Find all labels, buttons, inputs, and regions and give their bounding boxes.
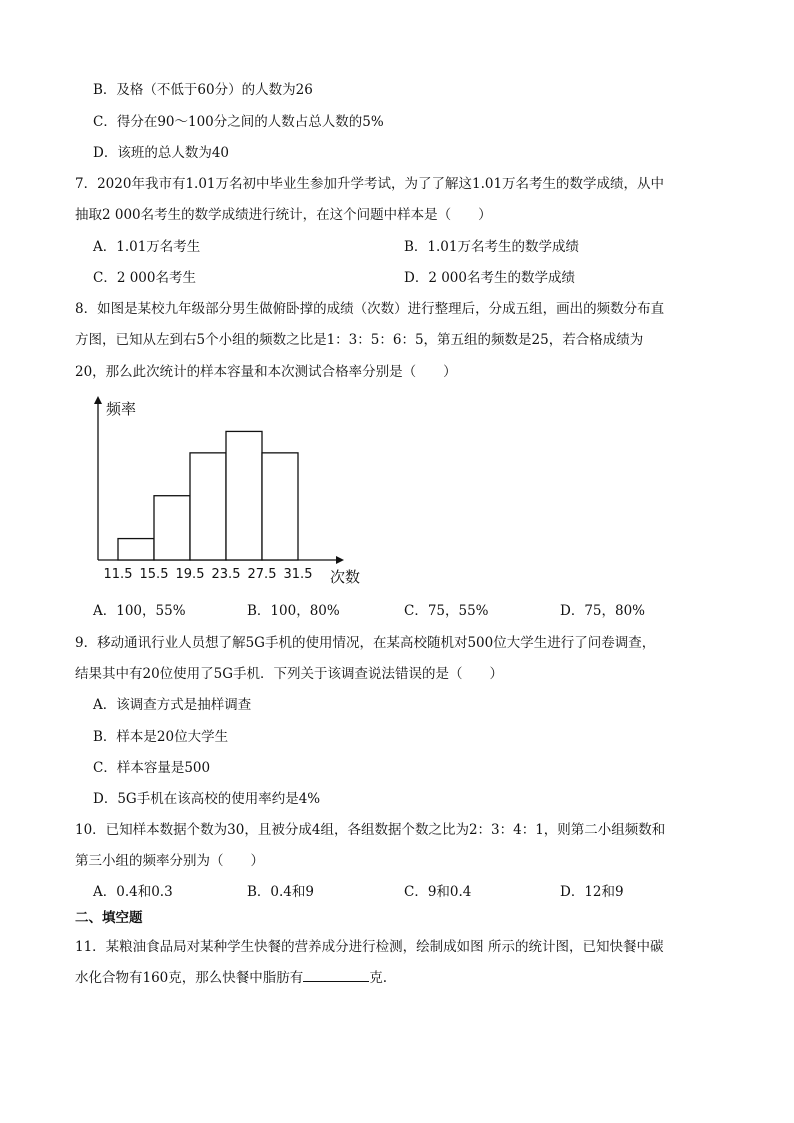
q7-stem-line2: 抽取2 000名考生的数学成绩进行统计，在这个问题中样本是（ ） [75, 207, 492, 223]
q6-option-c: C．得分在90～100分之间的人数占总人数的5% [93, 114, 384, 130]
q6-option-b: B．及格（不低于60分）的人数为26 [93, 82, 313, 98]
q7-option-c: C．2 000名考生 [93, 270, 196, 286]
q9-stem-line2: 结果其中有20位使用了5G手机．下列关于该调查说法错误的是（ ） [75, 666, 504, 682]
q9-option-c: C．样本容量是500 [93, 760, 211, 776]
q7-stem-line1: 7．2020年我市有1.01万名初中毕业生参加升学考试，为了了解这1.01万名考生的数学成绩，从中 [75, 176, 665, 192]
x-axis-label: 次数 [330, 568, 361, 586]
q9-option-a: A．该调查方式是抽样调查 [93, 697, 252, 713]
y-axis-label: 频率 [106, 400, 137, 418]
q10-stem-line1: 10．已知样本数据个数为30，且被分成4组，各组数据个数之比为2：3：4：1，则第二小组频数和 [75, 822, 666, 838]
q8-option-b: B．100，80% [247, 603, 340, 619]
q11-answer-blank[interactable] [303, 968, 369, 982]
histogram-bar-5 [262, 453, 298, 560]
q7-option-b: B．1.01万名考生的数学成绩 [404, 239, 579, 255]
q8-stem-line3: 20，那么此次统计的样本容量和本次测试合格率分别是（ ） [75, 364, 457, 380]
x-tick-label: 11.5 [103, 567, 133, 582]
q10-option-d: D．12和9 [560, 884, 624, 900]
q8-option-a: A．100，55% [93, 603, 186, 619]
x-tick-label: 27.5 [247, 567, 277, 582]
histogram-bar-2 [154, 496, 190, 560]
q11-stem-line2 [75, 968, 387, 988]
q6-option-d: D．该班的总人数为40 [93, 145, 230, 161]
q11-text-before-blank: 水化合物有160克，那么快餐中脂肪有 [75, 970, 304, 986]
x-tick-label: 31.5 [283, 567, 313, 582]
q10-option-b: B．0.4和9 [247, 884, 314, 900]
q8-option-c: C．75，55% [404, 603, 489, 619]
q10-option-c: C．9和0.4 [404, 884, 472, 900]
q7-option-d: D．2 000名考生的数学成绩 [404, 270, 575, 286]
x-tick-label: 19.5 [175, 567, 205, 582]
x-tick-label: 15.5 [139, 567, 169, 582]
histogram-bar-1 [118, 539, 154, 560]
q11-text-after-blank: 克. [369, 970, 388, 986]
q8-stem-line1: 8．如图是某校九年级部分男生做俯卧撑的成绩（次数）进行整理后，分成五组，画出的频数分布直 [75, 301, 665, 317]
q9-option-d: D．5G手机在该高校的使用率约是4% [93, 791, 321, 807]
q9-stem-line1: 9．移动通讯行业人员想了解5G手机的使用情况，在某高校随机对500位大学生进行了问卷调查， [75, 635, 656, 651]
q9-option-b: B．样本是20位大学生 [93, 729, 229, 745]
section-heading-fill-in: 二、填空题 [75, 910, 143, 926]
frequency-histogram [88, 392, 368, 590]
q7-option-a: A．1.01万名考生 [93, 239, 201, 255]
q8-stem-line2: 方图，已知从左到右5个小组的频数之比是1：3：5：6：5，第五组的频数是25，若合格成绩为 [75, 332, 644, 348]
histogram-bar-3 [190, 453, 226, 560]
q8-option-d: D．75，80% [560, 603, 646, 619]
histogram-bar-4 [226, 431, 262, 560]
q10-stem-line2: 第三小组的频率分别为（ ） [75, 853, 264, 869]
q11-stem-line1: 11．某粮油食品局对某种学生快餐的营养成分进行检测，绘制成如图 所示的统计图，已知快餐中碳 [75, 939, 664, 955]
q10-option-a: A．0.4和0.3 [93, 884, 173, 900]
x-tick-label: 23.5 [211, 567, 241, 582]
